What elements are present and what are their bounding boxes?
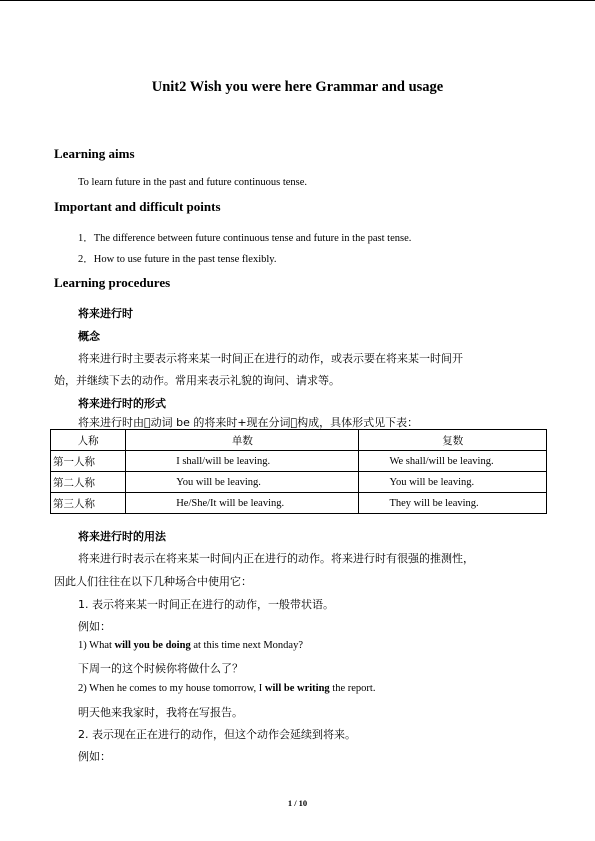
example-label-1: 例如： (78, 620, 111, 633)
table-cell-plural: You will be leaving. (359, 472, 547, 493)
table-row (51, 451, 547, 472)
page-number: 1 / 10 (287, 798, 308, 808)
important-points-heading: Important and difficult points (54, 199, 221, 214)
example-1-en (78, 640, 303, 651)
example-2-post: the report. (329, 683, 376, 694)
table-cell-singular: You will be leaving. (126, 472, 359, 493)
concept-para-line-1: 将来进行时主要表示将来某一时间正在进行的动作，或表示要在将来某一时间开 (78, 352, 463, 365)
important-point-1: 1．The difference between future continuous tense and future in the past tense. (78, 233, 412, 244)
example-1-bold: will you be doing (114, 640, 191, 651)
example-2-cn: 明天他来我家时，我将在写报告。 (78, 706, 243, 719)
table-header-person: 人称 (51, 430, 126, 451)
table-cell-person: 第二人称 (51, 472, 126, 493)
table-row (51, 493, 547, 514)
example-1-pre: 1) What (78, 640, 115, 651)
table-cell-person: 第三人称 (51, 493, 126, 514)
usage-item-2: 2. 表示现在正在进行的动作，但这个动作会延续到将来。 (78, 728, 356, 741)
example-2-pre: 2) When he comes to my house tomorrow, I (78, 683, 265, 694)
table-row (51, 472, 547, 493)
usage-item-1: 1. 表示将来某一时间正在进行的动作，一般带状语。 (78, 598, 334, 611)
table-cell-plural: We shall/will be leaving. (359, 451, 547, 472)
table-cell-singular: I shall/will be leaving. (126, 451, 359, 472)
usage-para-line-2: 因此人们往往在以下几种场合中使用它： (54, 575, 252, 588)
table-header-singular: 单数 (126, 430, 359, 451)
example-label-2: 例如： (78, 750, 111, 763)
table-header-plural: 复数 (359, 430, 547, 451)
concept-para-line-2: 始，并继续下去的动作。常用来表示礼貌的询问、请求等。 (54, 374, 340, 387)
section-future-continuous: 将来进行时 (78, 307, 133, 320)
table-cell-singular: He/She/It will be leaving. (126, 493, 359, 514)
table-cell-plural: They will be leaving. (359, 493, 547, 514)
important-point-2: 2．How to use future in the past tense flexibly. (78, 254, 277, 265)
table-cell-person: 第一人称 (51, 451, 126, 472)
form-intro: 将来进行时由 动词 be 的将来时+现在分词 构成，具体形式见下表： (78, 416, 419, 429)
top-rule (0, 0, 595, 1)
example-2-en (78, 683, 375, 694)
example-2-bold: will be writing (264, 683, 330, 694)
example-1-post: at this time next Monday? (190, 640, 303, 651)
document-title: Unit2 Wish you were here Grammar and usage (151, 79, 444, 95)
section-concept: 概念 (78, 330, 100, 343)
forms-table (50, 429, 547, 514)
procedures-heading: Learning procedures (54, 275, 171, 290)
section-usage: 将来进行时的用法 (78, 530, 166, 543)
learning-aims-text: To learn future in the past and future continuous tense. (78, 177, 308, 188)
section-form: 将来进行时的形式 (78, 397, 166, 410)
learning-aims-heading: Learning aims (54, 146, 135, 161)
example-1-cn: 下周一的这个时候你将做什么了？ (78, 662, 243, 675)
table-header-row (51, 430, 547, 451)
usage-para-line-1: 将来进行时表示在将来某一时间内正在进行的动作。将来进行时有很强的推测性， (78, 552, 474, 565)
